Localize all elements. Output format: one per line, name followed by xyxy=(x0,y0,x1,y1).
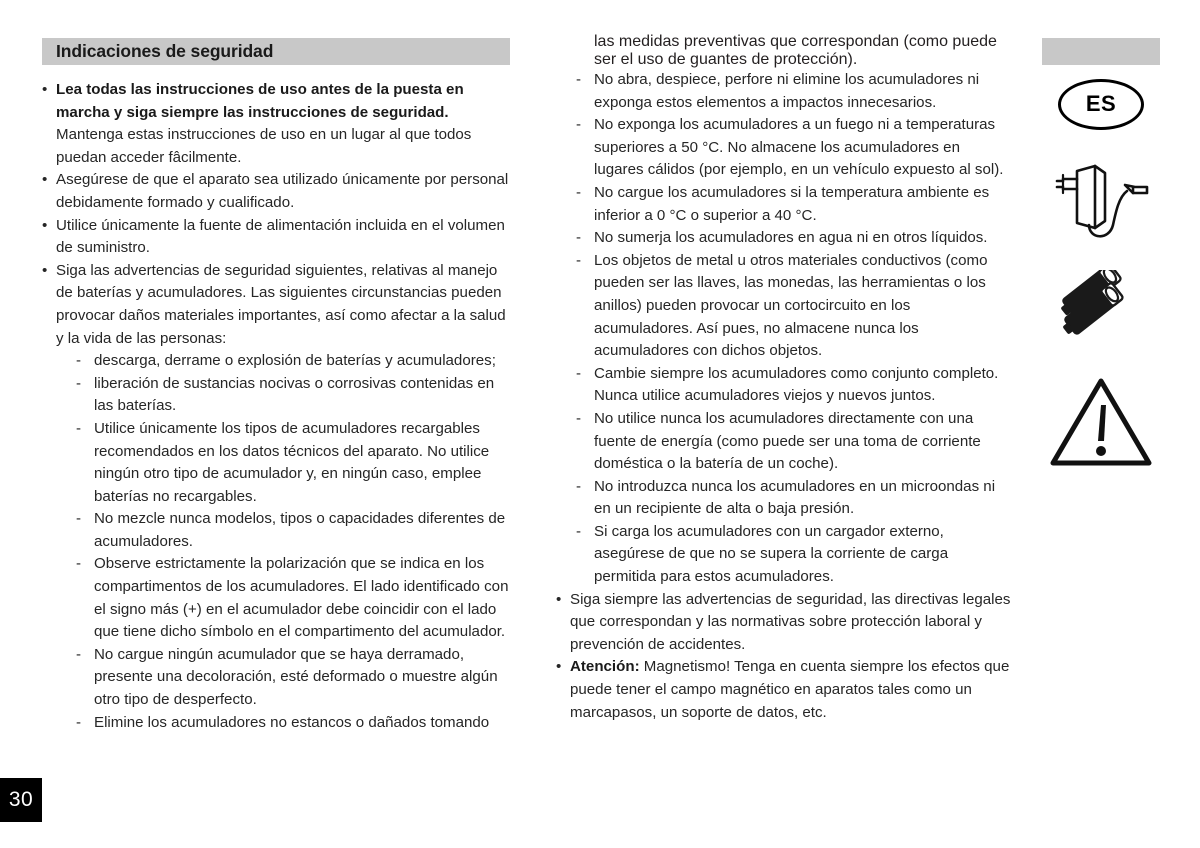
list-item xyxy=(42,215,512,260)
sub-list-item xyxy=(576,227,1012,250)
sub-list xyxy=(56,350,512,734)
sub-list-item xyxy=(576,250,1012,363)
batteries-icon xyxy=(1042,270,1160,351)
sub-list-item-text: No exponga los acumuladores a un fuego ni a temperaturas superiores a 50 °C. No almacene los acumuladores en lugares cálidos (por ejemplo, en un vehículo expuesto al sol). xyxy=(594,116,1004,179)
bullet-marker: • xyxy=(42,261,48,279)
dash-marker: - xyxy=(576,522,582,540)
dash-marker: - xyxy=(76,419,82,437)
list-item xyxy=(42,169,512,214)
list-item-text: Utilice únicamente la fuente de alimentación incluida en el volumen de suministro. xyxy=(56,216,505,257)
language-code-label: ES xyxy=(1085,91,1117,116)
list-item-text: Mantenga estas instrucciones de uso en un lugar al que todos puedan acceder fâcilmente. xyxy=(56,126,472,166)
list-item-text: Magnetismo! Tenga en cuenta siempre los efectos que puede tener el campo magnético en aparatos tales como un marcapasos, un soporte de datos, etc. xyxy=(570,658,1010,721)
bullet-marker: • xyxy=(42,216,48,234)
sub-list-item xyxy=(576,363,1012,408)
sub-list-item-text: Los objetos de metal u otros materiales conductivos (como pueden ser las llaves, las monedas, las herramientas o los anillos) pueden provocar un cortocircuito en los acumuladores. Así pues, no almacene nunca los acumuladores con dichos objetos. xyxy=(594,251,988,360)
continuation-paragraph xyxy=(576,33,1012,69)
sidebar xyxy=(1042,38,1160,472)
continuation-text: las medidas preventivas que correspondan (como puede ser el uso de guantes de protección). xyxy=(594,33,997,68)
sub-list-item-text: Cambie siempre los acumuladores como conjunto completo. Nunca utilice acumuladores viejos y nuevos juntos. xyxy=(594,364,999,405)
dash-marker: - xyxy=(76,555,82,573)
safety-instructions-list-continued xyxy=(556,69,1012,724)
list-item xyxy=(556,589,1012,657)
sub-list-item xyxy=(76,644,512,712)
sub-list-item xyxy=(576,114,1012,182)
sub-list-item xyxy=(76,712,512,735)
bullet-marker: • xyxy=(42,81,48,98)
dash-marker: - xyxy=(576,183,582,201)
sub-list-item xyxy=(576,521,1012,589)
language-badge xyxy=(1042,79,1160,135)
left-text-column xyxy=(42,38,512,734)
sub-list-item xyxy=(576,476,1012,521)
list-item-text: Siga las advertencias de seguridad siguientes, relativas al manejo de baterías y acumuladores. Las siguientes circunstancias pueden provocar daños materiales importantes, así como afectar a la salud y la vida de las personas: xyxy=(56,261,506,347)
sub-list-item xyxy=(76,418,512,508)
dash-marker: - xyxy=(576,364,582,382)
sub-list-item-text: No sumerja los acumuladores en agua ni en otros líquidos. xyxy=(594,229,988,247)
dash-marker: - xyxy=(76,713,82,731)
list-item-text: Asegúrese de que el aparato sea utilizado únicamente por personal debidamente formado y cualificado. xyxy=(56,171,509,211)
right-text-column xyxy=(556,33,1012,724)
power-adapter-glyph xyxy=(1047,163,1155,245)
sub-list-item-text: descarga, derrame o explosión de baterías y acumuladores; xyxy=(94,352,496,370)
dash-marker: - xyxy=(76,352,82,370)
dash-marker: - xyxy=(576,251,582,269)
language-oval-icon xyxy=(1058,79,1144,130)
power-adapter-icon xyxy=(1042,163,1160,250)
sidebar-heading-bar xyxy=(1042,38,1160,65)
dash-marker: - xyxy=(576,229,582,247)
sub-list-item-text: Utilice únicamente los tipos de acumuladores recargables recomendados en los datos técnicos del aparato. No utilice ningún otro tipo de acumulador y, en ningún caso, emplee baterías no recargables. xyxy=(94,419,490,505)
sub-list-item xyxy=(576,69,1012,114)
sub-list-item xyxy=(76,553,512,643)
dash-marker: - xyxy=(576,116,582,134)
bullet-marker: • xyxy=(42,171,48,189)
list-item-lead: Lea todas las instrucciones de uso antes de la puesta en marcha y siga siempre las instrucciones de seguridad. xyxy=(56,81,464,121)
sub-list-item-text: No introduzca nunca los acumuladores en un microondas ni en un recipiente de alta o baja presión. xyxy=(594,477,996,518)
sub-list-item-text: No mezcle nunca modelos, tipos o capacidades diferentes de acumuladores. xyxy=(94,510,506,550)
bullet-marker: • xyxy=(556,590,562,608)
sub-list-item xyxy=(576,408,1012,476)
sub-list-item-text: No utilice nunca los acumuladores directamente con una fuente de energía (como puede ser una toma de corriente doméstica o la batería de un coche). xyxy=(594,409,981,473)
dash-marker: - xyxy=(76,645,82,663)
dash-marker: - xyxy=(576,71,582,88)
sub-list-item-text: Si carga los acumuladores con un cargador externo, asegúrese de que no se supera la corriente de carga permitida para estos acumuladores. xyxy=(594,522,949,586)
warning-triangle-icon xyxy=(1042,375,1160,472)
page-title: Indicaciones de seguridad xyxy=(56,41,274,61)
list-item-text: Siga siempre las advertencias de seguridad, las directivas legales que correspondan y las normativas sobre protección laboral y prevención de accidentes. xyxy=(570,590,1011,653)
list-item xyxy=(42,260,512,734)
sub-list-item xyxy=(76,508,512,553)
dash-marker: - xyxy=(76,374,82,392)
dash-marker: - xyxy=(576,409,582,427)
sub-list-item-text: No cargue los acumuladores si la temperatura ambiente es inferior a 0 °C o superior a 40 °C. xyxy=(594,183,990,224)
list-item xyxy=(42,79,512,169)
page-number-badge: 30 xyxy=(0,778,42,822)
sub-list-item-text: No cargue ningún acumulador que se haya derramado, presente una decoloración, esté deformado o muestre algún otro tipo de desperfecto. xyxy=(94,645,498,709)
attention-label: Atención: xyxy=(570,658,640,676)
sub-list-item xyxy=(76,373,512,418)
list-item-attention xyxy=(556,656,1012,724)
sub-list-item-text: No abra, despiece, perfore ni elimine los acumuladores ni exponga estos elementos a impactos innecesarios. xyxy=(594,71,980,111)
sub-list-item xyxy=(576,182,1012,227)
sub-list-item xyxy=(76,350,512,373)
sub-list-item-text: Elimine los acumuladores no estancos o dañados tomando xyxy=(94,713,490,731)
sub-list-item-text: Observe estrictamente la polarización que se indica en los compartimentos de los acumuladores. El lado identificado con el signo más (+) en el acumulador debe coincidir con el lado que tiene dicho símbolo en el compartimento del acumulador. xyxy=(94,555,509,641)
safety-instructions-list xyxy=(42,79,512,734)
bullet-marker: • xyxy=(556,658,562,676)
dash-marker: - xyxy=(76,510,82,528)
sub-list-item-text: liberación de sustancias nocivas o corrosivas contenidas en las baterías. xyxy=(94,374,495,415)
dash-marker: - xyxy=(576,477,582,495)
warning-triangle-glyph xyxy=(1047,375,1155,467)
section-heading-bar xyxy=(42,38,510,65)
batteries-glyph xyxy=(1047,270,1155,346)
